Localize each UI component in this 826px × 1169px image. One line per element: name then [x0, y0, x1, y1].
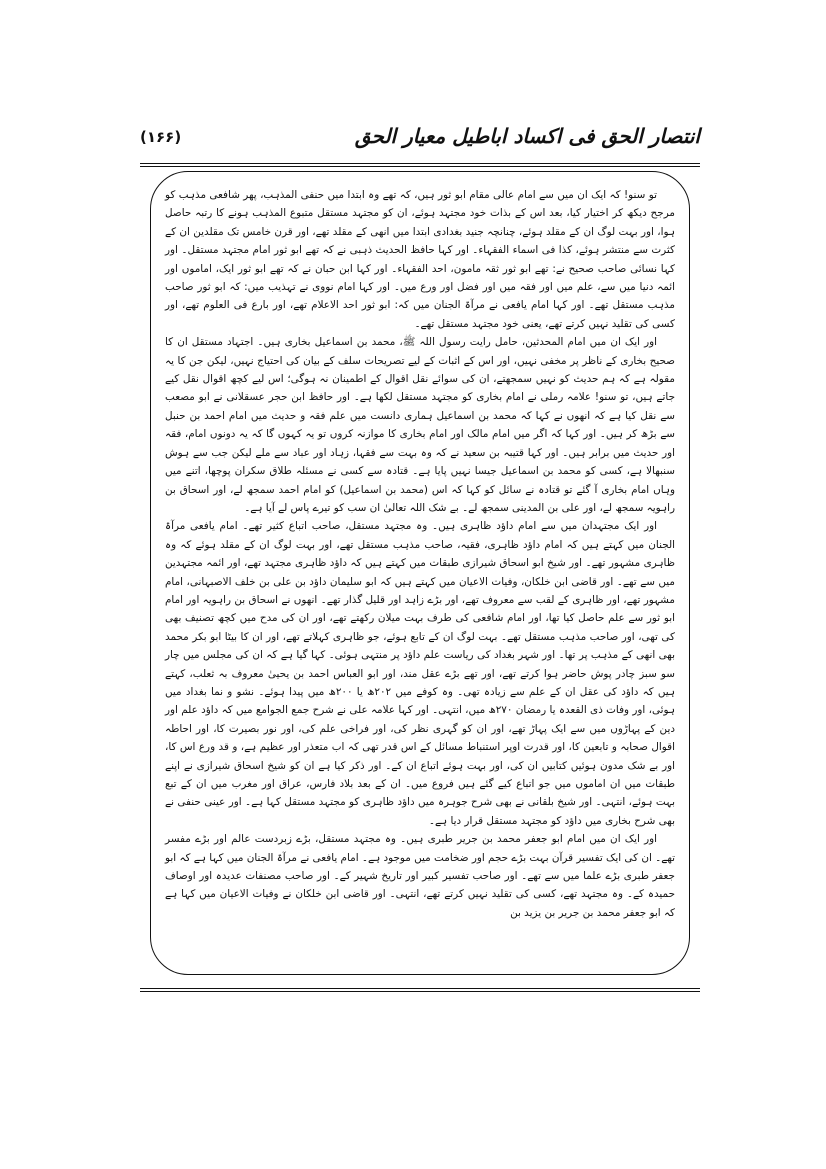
text-frame: [150, 171, 690, 975]
paragraph-dawud-zahiri: اور ایک مجتہدان میں سے امام داؤد ظاہری ہیں۔ وہ مجتہد مستقل، صاحب اتباع کثیر تھے۔ امام یافعی مرآۃ الجنان میں کہتے ہیں کہ امام داؤد ظاہری، فقیہ، صاحب مذہب مستقل تھے، اور بہت لوگ ان کے مقلد ہوئے کہ وہ ظاہری مشہور تھے۔ اور شیخ ابو اسحاق شیرازی طبقات میں کہتے ہیں کہ داؤد ظاہری مجتہد تھے، اور ائمہ مجتہدین میں سے تھے۔ اور قاضی ابن خلکان، وفیات الاعیان میں کہتے ہیں کہ ابو سلیمان داؤد بن علی بن خلف الاصبہانی، امام مشہور تھے، اور ظاہری کے لقب سے معروف تھے، اور بڑے زاہد اور قلیل گذار تھے۔ انھوں نے اسحاق بن راہویہ اور امام ابو ثور سے علم حاصل کیا تھا، اور امام شافعی کی طرف بہت میلان رکھتے تھے، اور ان کی مدح میں کچھ تصنیف بھی کی تھی، اور صاحب مذہب مستقل تھے۔ بہت لوگ ان کے تابع ہوئے، جو ظاہری کہلاتے تھے، اور ان کا بیٹا ابو بکر محمد بھی انھی کے مذہب پر تھا۔ اور شہر بغداد کی ریاست علم داؤد پر منتہی ہوئی۔ کہا گیا ہے کہ ان کی مجلس میں چار سو سبز چادر پوش حاضر ہوا کرتے تھے، اور تھے بڑے عقل مند، اور ابو العباس احمد بن یحییٰ معروف بہ ثعلب، کہتے ہیں کہ داؤد کی عقل ان کے علم سے زیادہ تھی۔ وہ کوفے میں ۲۰۲ھ یا ۲۰۰ھ میں پیدا ہوئے۔ نشو و نما بغداد میں ہوئی، اور وفات ذی القعدہ یا رمضان ۲۷۰ھ میں، انتہی۔ اور کہا علامہ علی نے شرح جمع الجوامع میں کہ داؤد علم اور دین کے پہاڑوں میں سے ایک پہاڑ تھے، اور ان کو گہری نظر کی، اور فراخی علم کی، اور نور بصیرت کا، اور احاطہ اقوال صحابہ و تابعین کا، اور قدرت اوپر استنباط مسائل کے اس قدر تھی کہ اب متعذر اور عظیم ہے، و قد ورع اس کا، اور بے شک مدون ہوئیں کتابیں ان کی، اور بہت ہوئے اتباع ان کے۔ اور ذکر کیا ہے ان کو شیخ اسحاق شیرازی نے اپنے طبقات میں ان اماموں میں جو اتباع کیے گئے ہیں فروع میں۔ ان کے بعد بلاد فارس، عراق اور مغرب میں ان کے تبع بہت ہوئے، انتہی۔ اور شیخ بلقانی نے بھی شرح جوہرہ میں داؤد ظاہری کو مجتہد مستقل کہا ہے۔ اور عینی حنفی نے بھی شرح بخاری میں داؤد کو مجتہد مستقل قرار دیا ہے۔: [165, 520, 676, 827]
page-header: [140, 122, 700, 162]
paragraph-abu-thawr: تو سنو! کہ ایک ان میں سے امام عالی مقام ابو ثور ہیں، کہ تھے وہ ابتدا میں حنفی المذہب، پھر شافعی مذہب کو مرجح دیکھ کر اختیار کیا، بعد اس کے بذات خود مجتہد ہوئے، ان کو مجتہد مستقل متبوع المذہب ہونے کا رتبہ حاصل ہوا، اور بہت لوگ ان کے مقلد ہوئے، چنانچہ جنید بغدادی ابتدا میں انھی کے مقلد تھے، اور قرن خامس تک مقلدین ان کے کثرت سے منتشر ہوئے، کذا فی اسماء الفقہاء۔ اور کہا حافظ الحدیث ذہبی نے کہ تھے ابو ثور امام مجتہد مستقل۔ اور کہا نسائی صاحب صحیح نے: تھے ابو ثور ثقہ مامون، احد الفقہاء۔ اور کہا ابن حبان نے کہ تھے ابو ثور ایک، اماموں اور ائمہ دنیا میں سے، علم میں اور فقہ میں اور فضل اور ورع میں۔ اور کہا امام نووی نے تہذیب میں: کہ ابو ثور صاحب مذہب مستقل تھے۔ اور کہا امام یافعی نے مرآۃ الجنان میں کہ: ابو ثور احد الاعلام تھے، اور بارع فی العلوم تھے، اور کسی کی تقلید نہیں کرتے تھے، یعنی خود مجتہد مستقل تھے۔: [165, 189, 675, 330]
page-number: (۱۶۶): [140, 128, 182, 146]
running-title: انتصار الحق فی اکساد اباطیل معیار الحق: [354, 124, 700, 148]
footer-double-rule: [140, 988, 700, 992]
header-double-rule: [140, 163, 700, 167]
body-text: [165, 186, 675, 922]
paragraph-bukhari: اور ایک ان میں امام المحدثین، حامل رایت رسول اللہ ﷺ، محمد بن اسماعیل بخاری ہیں۔ اجتہاد مستقل ان کا صحیح بخاری کے ناظر پر مخفی نہیں، اور اس کے اثبات کے لیے تصریحات سلف کے بیان کی احتیاج نہیں، لیکن جن کا یہ مقولہ ہے کہ ہم حدیث کو نہیں سمجھتے، ان کی سوائے نقل اقوال کے اطمینان نہ ہوگی؛ اس لیے کچھ اقوال نقل کیے جاتے ہیں، تو سنو! علامہ رملی نے امام بخاری کو مجتہد مستقل لکھا ہے۔ اور حافظ ابن حجر عسقلانی نے ابو مصعب سے نقل کیا ہے کہ انھوں نے کہا کہ محمد بن اسماعیل ہماری دانست میں علم فقہ و حدیث میں امام احمد بن حنبل سے بڑھ کر ہیں۔ اور کہا کہ اگر میں امام مالک اور امام بخاری کا موازنہ کروں تو یہ کہوں گا کہ یہ دونوں امام، فقہ اور حدیث میں برابر ہیں۔ اور کہا قتیبہ بن سعید نے کہ وہ بہت سے فقہا، زہاد اور عباد سے ملے لیکن جب سے ہوش سنبھالا ہے، کسی کو محمد بن اسماعیل جیسا نہیں پایا ہے۔ قتادہ سے کسی نے مسئلہ طلاق سکران پوچھا، اتنے میں وہاں امام بخاری آ گئے تو قتادہ نے سائل کو کہا کہ اس (محمد بن اسماعیل) کو امام احمد سمجھ لے، اور اسحاق بن راہویہ سمجھ لے، اور علی بن المدینی سمجھ لے۔ بے شک اللہ تعالیٰ ان سب کو تیرے پاس لے آیا ہے۔: [165, 336, 675, 514]
paragraph-tabari: اور ایک ان میں امام ابو جعفر محمد بن جریر طبری ہیں۔ وہ مجتہد مستقل، بڑے زبردست عالم اور بڑے مفسر تھے۔ ان کی ایک تفسیر قرآن بہت بڑے حجم اور ضخامت میں موجود ہے۔ امام یافعی نے مرآۃ الجنان میں کہا ہے کہ ابو جعفر طبری بڑے علما میں سے تھے۔ اور صاحب تفسیر کبیر اور تاریخ شہیر کے۔ اور صاحب مصنفات عدیدہ اور اوصاف حمیدہ کے۔ وہ مجتہد تھے، کسی کی تقلید نہیں کرتے تھے، انتہی۔ اور قاضی ابن خلکان نے وفیات الاعیان میں کہا ہے کہ ابو جعفر محمد بن جریر بن یزید بن: [165, 833, 675, 919]
